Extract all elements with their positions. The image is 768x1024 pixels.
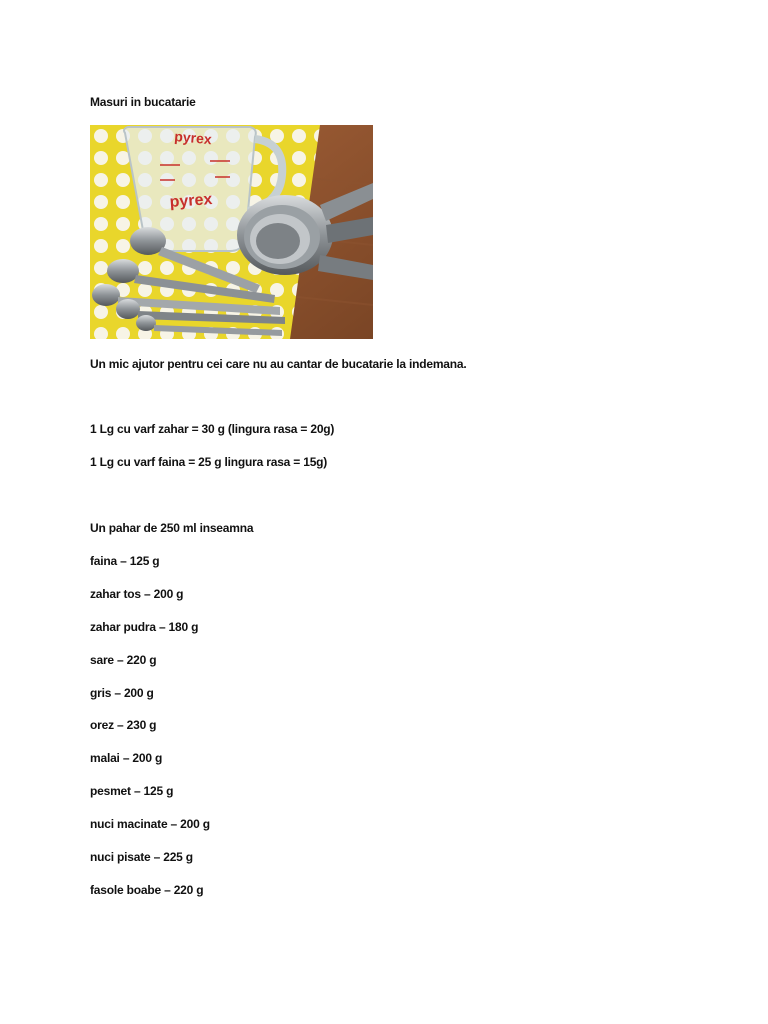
intro-text: Un mic ajutor pentru cei care nu au cantar de bucatarie la indemana. [90, 357, 467, 371]
list-item: nuci pisate – 225 g [90, 850, 193, 864]
list-item: pesmet – 125 g [90, 784, 174, 798]
cup-heading: Un pahar de 250 ml inseamna [90, 521, 254, 535]
measuring-cup-and-spoons-icon [90, 125, 373, 339]
list-item: gris – 200 g [90, 686, 154, 700]
svg-text:pyrex: pyrex [173, 128, 213, 148]
list-item: zahar pudra – 180 g [90, 620, 199, 634]
svg-text:pyrex: pyrex [169, 191, 213, 211]
list-item: fasole boabe – 220 g [90, 883, 204, 897]
list-item: sare – 220 g [90, 653, 157, 667]
list-item: faina – 125 g [90, 554, 160, 568]
list-item: orez – 230 g [90, 718, 157, 732]
measuring-cups-photo [90, 125, 373, 339]
list-item: zahar tos – 200 g [90, 587, 184, 601]
document-title: Masuri in bucatarie [90, 95, 196, 109]
spoon-line: 1 Lg cu varf faina = 25 g lingura rasa = 15g) [90, 455, 328, 469]
list-item: nuci macinate – 200 g [90, 817, 210, 831]
list-item: malai – 200 g [90, 751, 163, 765]
spoon-line: 1 Lg cu varf zahar = 30 g (lingura rasa = 20g) [90, 422, 335, 436]
